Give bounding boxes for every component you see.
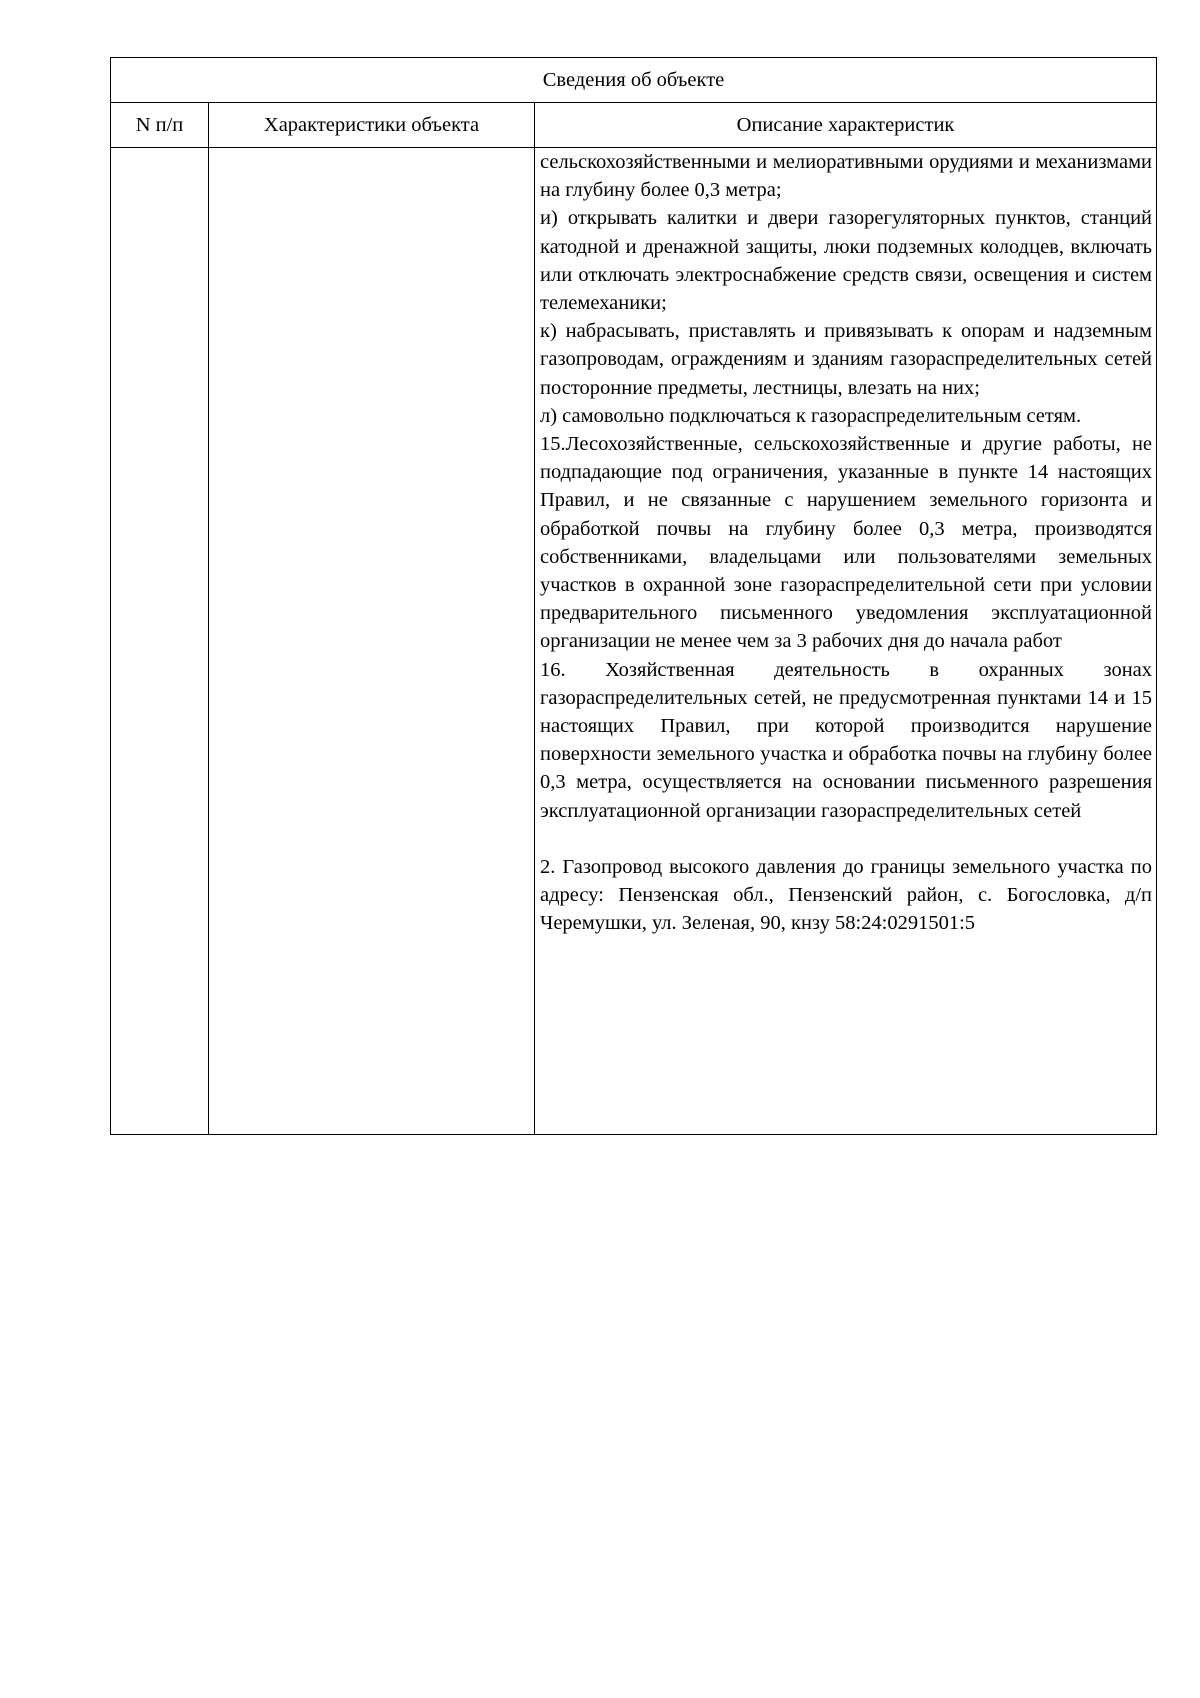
description-paragraph: 2. Газопровод высокого давления до границы земельного участка по адресу: Пензенская обл., Пензенский район, с. Богословка, д/п Черемушки, ул. Зеленая, 90, кнзу 58:24:0291501:5 — [540, 856, 1153, 935]
row-description-cell — [535, 148, 1157, 1135]
description-paragraph: 15.Лесохозяйственные, сельскохозяйственные и другие работы, не подпадающие под ограничения, указанные в пункте 14 настоящих Правил, и не связанные с нарушением земельного горизонта и обработкой почвы на глубину более 0,3 метра, производятся собственниками, владельцами или пользователями земельных участков в охранной зоне газораспределительной сети при условии предварительного письменного уведомления эксплуатационной организации не менее чем за 3 рабочих дня до начала работ — [540, 433, 1153, 653]
description-paragraph: 16. Хозяйственная деятельность в охранных зонах газораспределительных сетей, не предусмотренная пунктами 14 и 15 настоящих Правил, при которой производится нарушение поверхности земельного участка и обработка почвы на глубину более 0,3 метра, осуществляется на основании письменного разрешения эксплуатационной организации газораспределительных сетей — [540, 658, 1153, 822]
column-header-description: Описание характеристик — [535, 103, 1157, 148]
column-header-characteristics: Характеристики объекта — [209, 103, 535, 148]
paragraph-spacer — [540, 825, 1152, 853]
table-row — [111, 148, 1157, 1135]
row-number-cell — [111, 148, 209, 1135]
row-characteristics-cell — [209, 148, 535, 1135]
caption-row — [111, 58, 1157, 103]
description-paragraph: л) самовольно подключаться к газораспределительным сетям. — [540, 404, 1082, 427]
column-header-number: N п/п — [111, 103, 209, 148]
table-caption: Сведения об объекте — [111, 58, 1157, 103]
description-paragraph: и) открывать калитки и двери газорегуляторных пунктов, станций катодной и дренажной защиты, люки подземных колодцев, включать или отключать электроснабжение средств связи, освещения и систем телемеханики; — [540, 207, 1153, 315]
object-info-table — [110, 57, 1157, 1135]
description-paragraph: к) набрасывать, приставлять и привязывать к опорам и надземным газопроводам, ограждениям и зданиям газораспределительных сетей посторонние предметы, лестницы, влезать на них; — [540, 320, 1153, 399]
header-row — [111, 103, 1157, 148]
description-paragraph: сельскохозяйственными и мелиоративными орудиями и механизмами на глубину более 0,3 метра; — [540, 151, 1153, 202]
